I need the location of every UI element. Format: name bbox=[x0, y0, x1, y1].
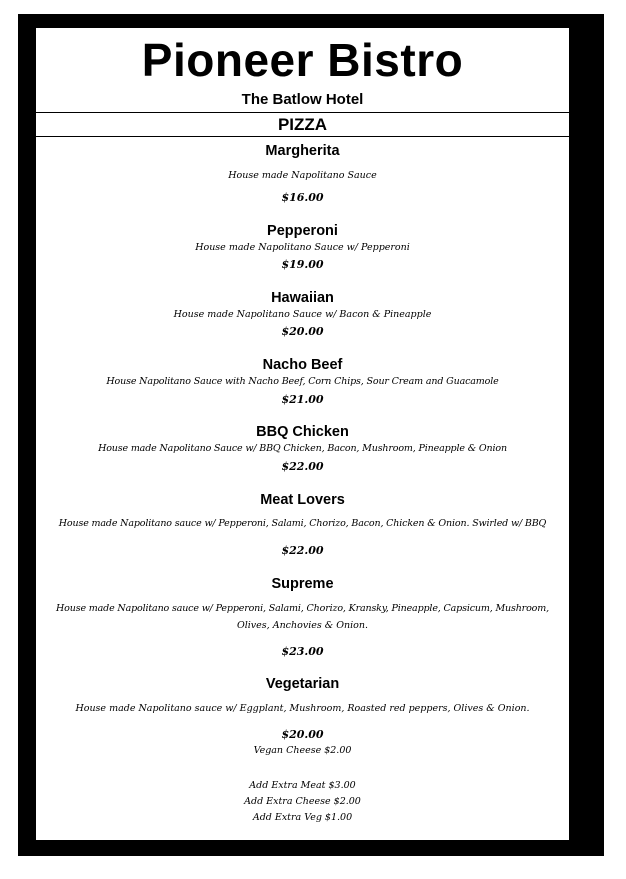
item-name-hawaiian: Hawaiian bbox=[271, 290, 334, 306]
item-price-nacho-beef: $21.00 bbox=[281, 393, 324, 406]
item-description-nacho-beef: House Napolitano Sauce with Nacho Beef, Corn Chips, Sour Cream and Guacamole bbox=[106, 376, 499, 387]
extra-meat-option: Add Extra Meat $3.00 bbox=[249, 780, 356, 791]
item-name-pepperoni: Pepperoni bbox=[267, 223, 338, 239]
item-description-supreme-line2: Olives, Anchovies & Onion. bbox=[236, 620, 369, 631]
item-name-supreme: Supreme bbox=[271, 576, 334, 592]
section-heading-pizza: PIZZA bbox=[36, 112, 569, 137]
item-name-vegetarian: Vegetarian bbox=[265, 676, 340, 692]
menu-page bbox=[36, 28, 569, 840]
item-description-pepperoni: House made Napolitano Sauce w/ Pepperoni bbox=[195, 242, 410, 253]
venue-subtitle: The Batlow Hotel bbox=[241, 91, 364, 108]
extra-cheese-option: Add Extra Cheese $2.00 bbox=[244, 796, 361, 807]
item-name-nacho-beef: Nacho Beef bbox=[262, 357, 343, 373]
item-description-bbq-chicken: House made Napolitano Sauce w/ BBQ Chicken, Bacon, Mushroom, Pineapple & Onion bbox=[98, 443, 507, 454]
item-price-meat-lovers: $22.00 bbox=[281, 544, 324, 557]
item-price-vegetarian: $20.00 bbox=[281, 728, 324, 741]
item-name-margherita: Margherita bbox=[265, 143, 340, 159]
item-description-vegetarian: House made Napolitano sauce w/ Eggplant, Mushroom, Roasted red peppers, Olives & Onion. bbox=[75, 703, 530, 714]
item-description-meat-lovers: House made Napolitano sauce w/ Pepperoni, Salami, Chorizo, Bacon, Chicken & Onion. Swirled w/ BBQ bbox=[58, 518, 547, 529]
item-name-meat-lovers: Meat Lovers bbox=[260, 492, 345, 508]
item-price-bbq-chicken: $22.00 bbox=[281, 460, 324, 473]
item-price-margherita: $16.00 bbox=[281, 191, 324, 204]
item-description-supreme-line1: House made Napolitano sauce w/ Pepperoni, Salami, Chorizo, Kransky, Pineapple, Capsicum, Mushroom, bbox=[56, 603, 549, 614]
item-price-pepperoni: $19.00 bbox=[281, 258, 324, 271]
vegan-cheese-note: Vegan Cheese $2.00 bbox=[253, 745, 352, 756]
item-description-hawaiian: House made Napolitano Sauce w/ Bacon & Pineapple bbox=[173, 309, 432, 320]
item-price-hawaiian: $20.00 bbox=[281, 325, 324, 338]
restaurant-title: Pioneer Bistro bbox=[141, 34, 464, 86]
item-name-bbq-chicken: BBQ Chicken bbox=[256, 424, 349, 440]
item-description-margherita: House made Napolitano Sauce bbox=[228, 170, 377, 181]
item-price-supreme: $23.00 bbox=[281, 645, 324, 658]
extra-veg-option: Add Extra Veg $1.00 bbox=[252, 812, 353, 823]
